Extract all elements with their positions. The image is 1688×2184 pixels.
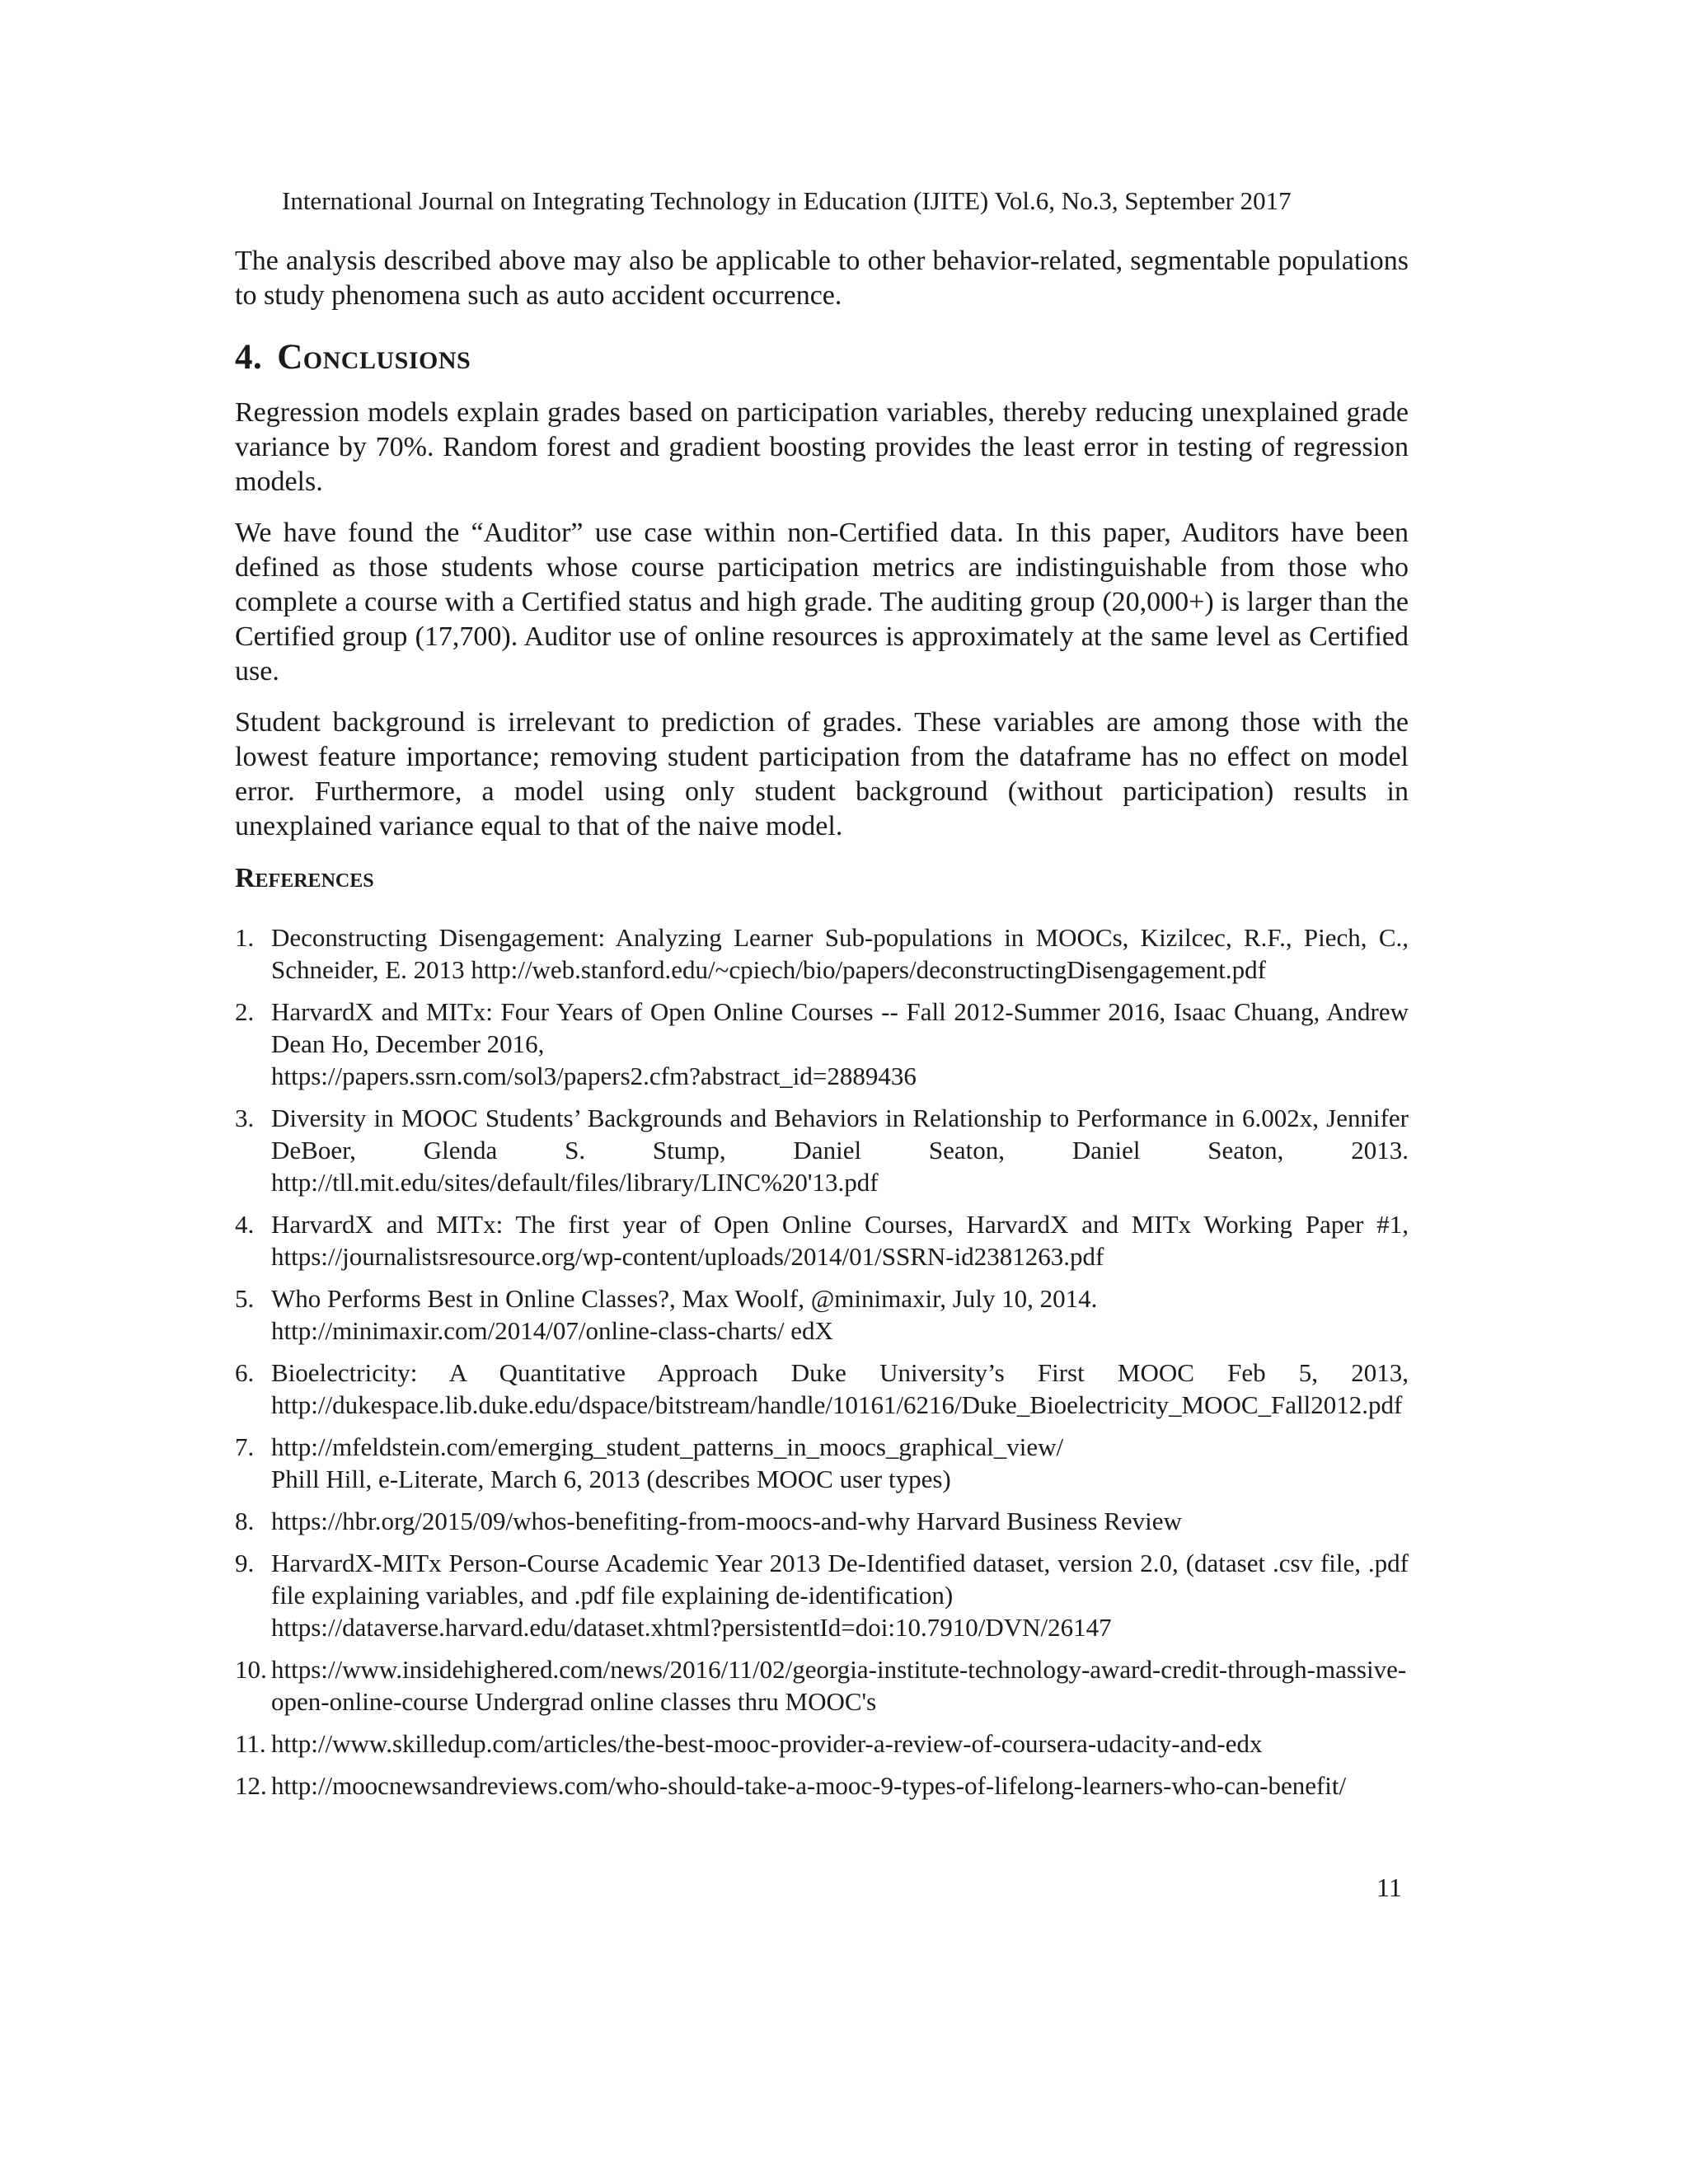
section-heading [235, 335, 1409, 381]
reference-link[interactable]: http://mfeldstein.com/emerging_student_patterns_in_moocs_graphical_view/ [271, 1432, 1064, 1461]
reference-item [235, 1102, 1409, 1198]
references-heading: References [235, 863, 374, 893]
reference-number: 9. [235, 1549, 255, 1577]
reference-number: 6. [235, 1358, 255, 1387]
reference-text: Phill Hill, e-Literate, March 6, 2013 (describes MOOC user types) [271, 1465, 951, 1493]
reference-text: Who Performs Best in Online Classes?, Max Woolf, @minimaxir, July 10, 2014. [271, 1284, 1098, 1313]
reference-number: 1. [235, 923, 255, 952]
reference-number: 7. [235, 1432, 255, 1461]
reference-number: 2. [235, 997, 255, 1026]
reference-link[interactable]: http://minimaxir.com/2014/07/online-class-charts/ edX [271, 1316, 833, 1345]
intro-paragraph: The analysis described above may also be applicable to other behavior-related, segmentable populations to study phenomena such as auto accident occurrence. [235, 246, 1409, 311]
reference-item [235, 1653, 1409, 1718]
conclusion-paragraph: Student background is irrelevant to prediction of grades. These variables are among those with the lowest feature importance; removing student participation from the dataframe has no effect on model error. Furthermore, a model using only student background (without participation) results in unexplained variance equal to that of the naive model. [235, 707, 1409, 841]
reference-item [235, 1727, 1409, 1760]
reference-link[interactable]: https://papers.ssrn.com/sol3/papers2.cfm?abstract_id=2889436 [271, 1062, 917, 1090]
reference-number: 5. [235, 1284, 255, 1313]
reference-number: 8. [235, 1507, 255, 1535]
reference-number: 4. [235, 1210, 255, 1239]
page-number: 11 [1376, 1872, 1402, 1902]
section-title: Conclusions [277, 338, 471, 377]
reference-item [235, 996, 1409, 1092]
reference-number: 12. [235, 1771, 267, 1800]
running-header: International Journal on Integrating Technology in Education (IJITE) Vol.6, No.3, September 2017 [282, 186, 1292, 215]
conclusion-paragraph: We have found the “Auditor” use case within non-Certified data. In this paper, Auditors have been defined as those students whose course participation metrics are indistinguishable from those who complete a course with a Certified status and high grade. The auditing group (20,000+) is larger than the Certified group (17,700). Auditor use of online resources is approximately at the same level as Certified use. [235, 518, 1409, 687]
section-number: 4. [235, 338, 263, 377]
reference-text: HarvardX and MITx: The first year of Open Online Courses, HarvardX and MITx Working Paper #1, https://journalistsresource.org/wp-content/uploads/2014/01/SSRN-id2381263.pdf [271, 1210, 1409, 1271]
reference-link[interactable]: https://dataverse.harvard.edu/dataset.xhtml?persistentId=doi:10.7910/DVN/26147 [271, 1613, 1112, 1642]
reference-item [235, 1208, 1409, 1272]
conclusion-paragraph: Regression models explain grades based on participation variables, thereby reducing unexplained grade variance by 70%. Random forest and gradient boosting provides the least error in testing of regression models. [235, 397, 1409, 497]
reference-text: Diversity in MOOC Students’ Backgrounds and Behaviors in Relationship to Performance in 6.002x, Jennifer DeBoer, Glenda S. Stump, Daniel Seaton, Daniel Seaton, 2013. http://tll.mit.edu/sites/default/files/library/LINC%20'13.pdf [271, 1104, 1409, 1197]
reference-list [235, 921, 1409, 1802]
reference-number: 10. [235, 1655, 267, 1684]
reference-link[interactable]: https://www.insidehighered.com/news/2016/11/02/georgia-institute-technology-award-credit-through-massive-open-online-course Undergrad online classes thru MOOC's [271, 1655, 1407, 1716]
reference-item [235, 1505, 1409, 1537]
reference-item [235, 1769, 1409, 1802]
reference-text: HarvardX-MITx Person-Course Academic Year 2013 De-Identified dataset, version 2.0, (dataset .csv file, .pdf file explaining variables, and .pdf file explaining de-identification) [271, 1549, 1409, 1610]
reference-link[interactable]: https://hbr.org/2015/09/whos-benefiting-from-moocs-and-why Harvard Business Review [271, 1507, 1182, 1535]
page-body [235, 244, 1409, 1811]
reference-text: Bioelectricity: A Quantitative Approach Duke University’s First MOOC Feb 5, 2013, http://dukespace.lib.duke.edu/dspace/bitstream/handle/10161/6216/Duke_Bioelectricity_MOOC_Fall2012.pdf [271, 1358, 1409, 1419]
reference-text: Deconstructing Disengagement: Analyzing Learner Sub-populations in MOOCs, Kizilcec, R.F., Piech, C., Schneider, E. 2013 http://web.stanford.edu/~cpiech/bio/papers/deconstructingDisengagement.pdf [271, 923, 1409, 984]
reference-link[interactable]: http://moocnewsandreviews.com/who-should-take-a-mooc-9-types-of-lifelong-learners-who-can-benefit/ [271, 1771, 1347, 1800]
reference-item [235, 1282, 1409, 1347]
reference-item [235, 1547, 1409, 1643]
reference-text: HarvardX and MITx: Four Years of Open Online Courses -- Fall 2012-Summer 2016, Isaac Chuang, Andrew Dean Ho, December 2016, [271, 997, 1409, 1058]
reference-item [235, 1357, 1409, 1421]
reference-item [235, 921, 1409, 986]
reference-number: 11. [235, 1729, 266, 1758]
reference-item [235, 1431, 1409, 1495]
reference-number: 3. [235, 1104, 255, 1132]
reference-link[interactable]: http://www.skilledup.com/articles/the-best-mooc-provider-a-review-of-coursera-udacity-and-edx [271, 1729, 1263, 1758]
